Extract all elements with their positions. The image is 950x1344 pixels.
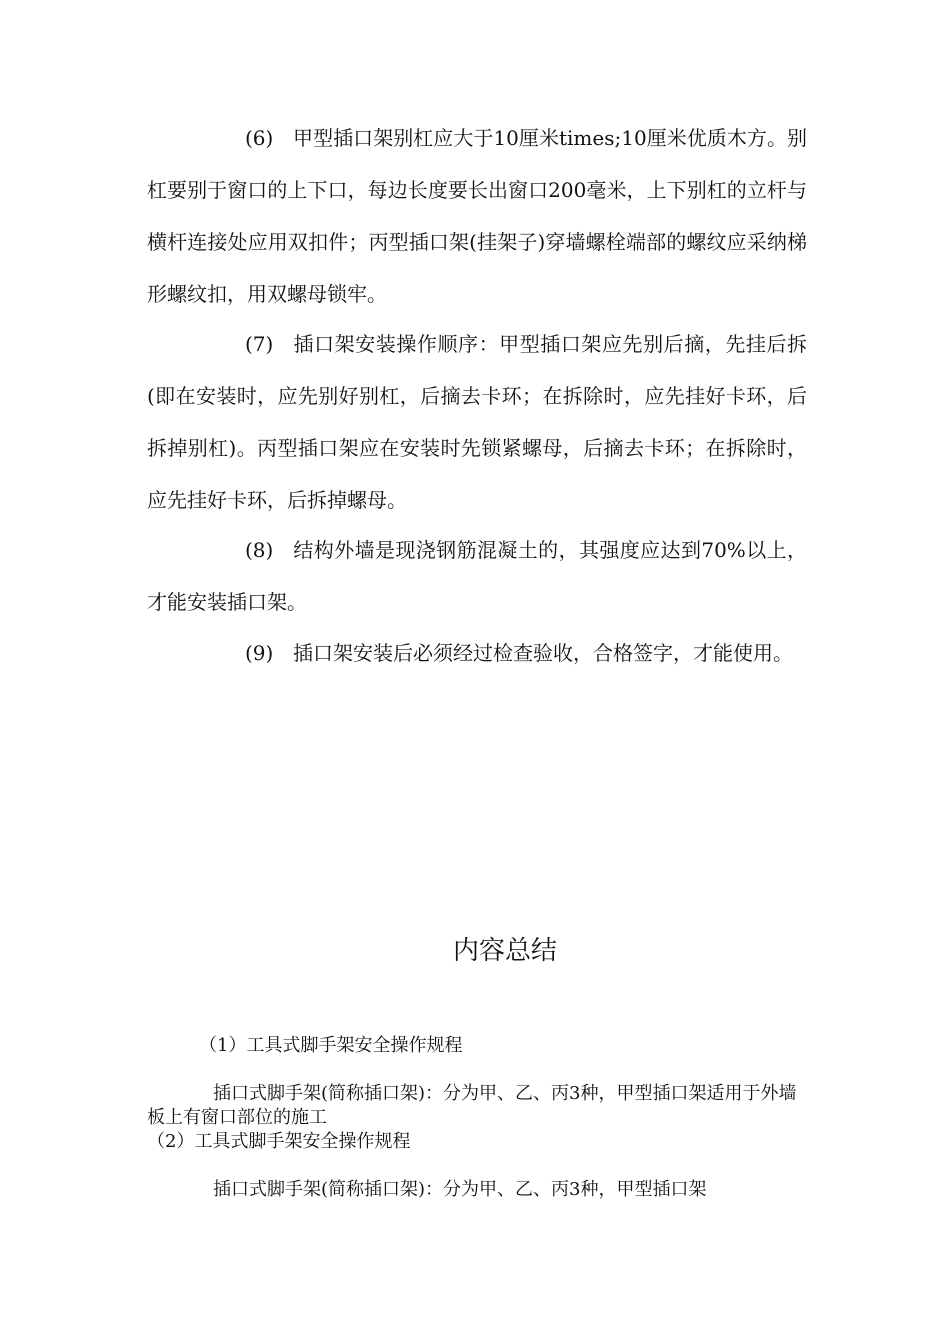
paragraph-7: [147, 318, 807, 526]
paragraph-text: 插口架安装后必须经过检查验收，合格签字，才能使用。: [293, 641, 793, 665]
summary-item-1-body: 插口式脚手架(简称插口架)：分为甲、乙、丙3种，甲型插口架适用于外墙板上有窗口部位的施工: [147, 1083, 797, 1128]
paragraph-9: [147, 627, 807, 679]
paragraph-6: [147, 112, 807, 320]
summary-item-2-body: 插口式脚手架(简称插口架)：分为甲、乙、丙3种，甲型插口架: [213, 1179, 707, 1200]
summary-item-1-heading: （1）工具式脚手架安全操作规程: [199, 1035, 463, 1056]
summary-item-2-heading: （2）工具式脚手架安全操作规程: [147, 1131, 411, 1152]
paragraph-text: 结构外墙是现浇钢筋混凝土的，其强度应达到70%以上，才能安装插口架。: [147, 538, 807, 614]
paragraph-number: (6): [245, 126, 274, 150]
paragraph-number: (9): [245, 641, 274, 665]
paragraph-number: (7): [245, 332, 274, 356]
paragraph-text: 甲型插口架别杠应大于10厘米times;10厘米优质木方。别杠要别于窗口的上下口，每边长度要长出窗口200毫米，上下别杠的立杆与横杆连接处应用双扣件；丙型插口架(挂架子)穿墙螺栓端部的螺纹应采纳梯形螺纹扣，用双螺母锁牢。: [147, 126, 807, 306]
paragraph-text: 插口架安装操作顺序：甲型插口架应先别后摘，先挂后拆(即在安装时，应先别好别杠，后摘去卡环；在拆除时，应先挂好卡环，后拆掉别杠)。丙型插口架应在安装时先锁紧螺母，后摘去卡环；在拆除时，应先挂好卡环，后拆掉螺母。: [147, 332, 807, 512]
paragraph-8: [147, 524, 807, 628]
summary-title: 内容总结: [452, 936, 557, 966]
paragraph-number: (8): [245, 538, 274, 562]
